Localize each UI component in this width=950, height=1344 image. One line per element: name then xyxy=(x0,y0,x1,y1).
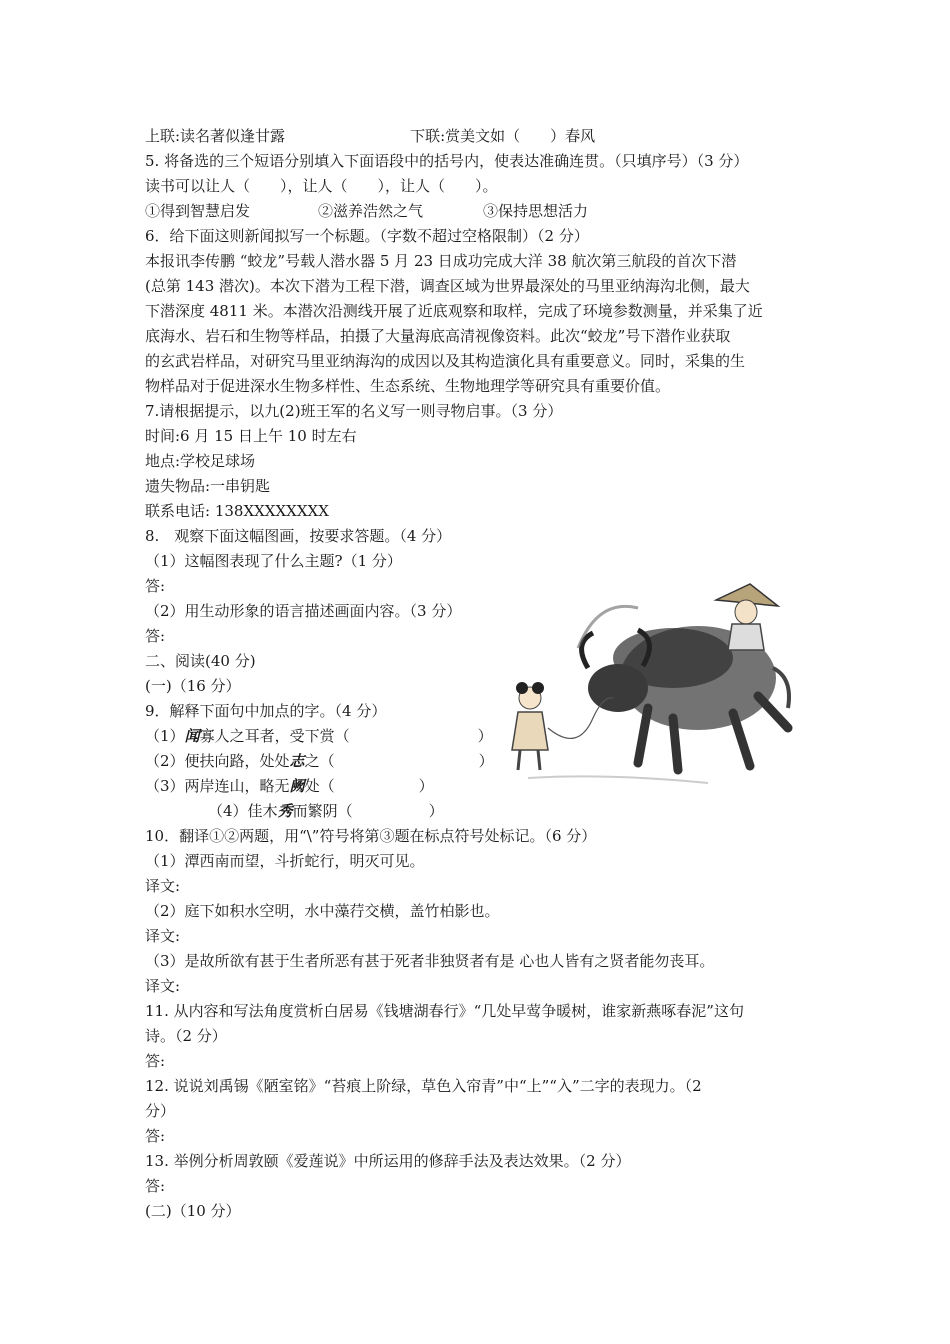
q5-option-1: ①得到智慧启发 xyxy=(145,202,251,220)
q11-line1: 11. 从内容和写法角度赏析白居易《钱塘湖春行》“几处早莺争暖树，谁家新燕啄春泥”这句 xyxy=(145,1002,744,1020)
ink-painting-illustration xyxy=(488,578,808,803)
q11-line2: 诗。（2 分） xyxy=(145,1027,227,1045)
q10-sentence-3: （3）是故所欲有甚于生者所恶有甚于死者非独贤者有是 心也人皆有之贤者能勿丧耳。 xyxy=(145,952,715,970)
q7-time: 时间:6 月 15 日上午 10 时左右 xyxy=(145,427,357,445)
girl-child-icon xyxy=(512,682,548,770)
q12-line1: 12. 说说刘禹锡《陋室铭》“苔痕上阶绿，草色入帘青”中“上”“入”二字的表现力。（2 xyxy=(145,1077,702,1095)
q5-option-3: ③保持思想活力 xyxy=(483,202,589,220)
q5-sentence: 读书可以让人（ ），让人（ ），让人（ ）。 xyxy=(145,177,498,195)
q7-item: 遗失物品:一串钥匙 xyxy=(145,477,271,495)
q5-options xyxy=(145,199,588,224)
q9-stem: 9．解释下面句中加点的字。（4 分） xyxy=(145,702,387,720)
q8-stem: 8. 观察下面这幅图画，按要求答题。（4 分） xyxy=(145,527,452,545)
q7-place: 地点:学校足球场 xyxy=(145,452,256,470)
q12-answer: 答: xyxy=(145,1127,166,1145)
section2-part2: (二)（10 分） xyxy=(145,1202,241,1220)
q9-item-2: （2）便扶向路，处处志之（ ） xyxy=(145,752,494,770)
q5-stem: 5. 将备选的三个短语分别填入下面语段中的括号内，使表达准确连贯。（只填序号）（3 分） xyxy=(145,152,749,170)
dotted-char: 闻 xyxy=(184,727,200,745)
q6-news-line: 底海水、岩石和生物等样品，拍摄了大量海底高清视像资料。此次“蛟龙”号下潜作业获取 xyxy=(145,327,731,345)
q8-sub2: （2）用生动形象的语言描述画面内容。（3 分） xyxy=(145,602,462,620)
couplet-upper: 上联:读名著似逢甘露 xyxy=(145,127,286,145)
couplet-lower: 下联:赏美文如（ ）春风 xyxy=(410,127,596,145)
q6-news-line: 物样品对于促进深水生物多样性、生态系统、生物地理学等研究具有重要价值。 xyxy=(145,377,671,395)
q6-news-line: 下潜深度 4811 米。本潜次沿测线开展了近底观察和取样，完成了环境参数测量，并采集了近 xyxy=(145,302,763,320)
q8-answer1: 答: xyxy=(145,577,166,595)
q10-sentence-1: （1）潭西南而望，斗折蛇行，明灭可见。 xyxy=(145,852,425,870)
q13-stem: 13. 举例分析周敦颐《爱莲说》中所运用的修辞手法及表达效果。（2 分） xyxy=(145,1152,631,1170)
q10-translation-2: 译文: xyxy=(145,927,181,945)
q10-translation-1: 译文: xyxy=(145,877,181,895)
q6-news-line: (总第 143 潜次)。本次下潜为工程下潜，调查区域为世界最深处的马里亚纳海沟北侧，最大 xyxy=(145,277,750,295)
section2-title: 二、阅读(40 分) xyxy=(145,652,256,670)
q6-news-line: 的玄武岩样品，对研究马里亚纳海沟的成因以及其构造演化具有重要意义。同时，采集的生 xyxy=(145,352,746,370)
q12-line2: 分） xyxy=(145,1102,176,1120)
q9-item-1: （1）闻寡人之耳者，受下赏（ ） xyxy=(145,727,493,745)
q8-answer2: 答: xyxy=(145,627,166,645)
couplet-line xyxy=(145,124,595,149)
dotted-char: 秀 xyxy=(277,802,293,820)
q10-translation-3: 译文: xyxy=(145,977,181,995)
q5-option-2: ②滋养浩然之气 xyxy=(318,202,424,220)
dotted-char: 志 xyxy=(289,752,305,770)
dotted-char: 阙 xyxy=(289,777,305,795)
section2-part1: (一)（16 分） xyxy=(145,677,241,695)
q7-stem: 7.请根据提示，以九(2)班王军的名义写一则寻物启事。（3 分） xyxy=(145,402,563,420)
q7-phone: 联系电话: 138XXXXXXXX xyxy=(145,502,329,520)
q6-news-line: 本报讯李传鹏 “蛟龙”号载人潜水器 5 月 23 日成功完成大洋 38 航次第三航段的首次下潜 xyxy=(145,252,737,270)
q6-stem: 6．给下面这则新闻拟写一个标题。（字数不超过空格限制）（2 分） xyxy=(145,227,589,245)
q8-sub1: （1）这幅图表现了什么主题?（1 分） xyxy=(145,552,402,570)
q9-item-3: （3）两岸连山，略无阙处（ ） xyxy=(145,777,434,795)
q10-stem: 10．翻译①②两题，用“\”符号将第③题在标点符号处标记。（6 分） xyxy=(145,827,597,845)
q11-answer: 答: xyxy=(145,1052,166,1070)
q13-answer: 答: xyxy=(145,1177,166,1195)
q10-sentence-2: （2）庭下如积水空明，水中藻荇交横，盖竹柏影也。 xyxy=(145,902,500,920)
q9-item-4: （4）佳木秀而繁阴（ ） xyxy=(208,802,444,820)
